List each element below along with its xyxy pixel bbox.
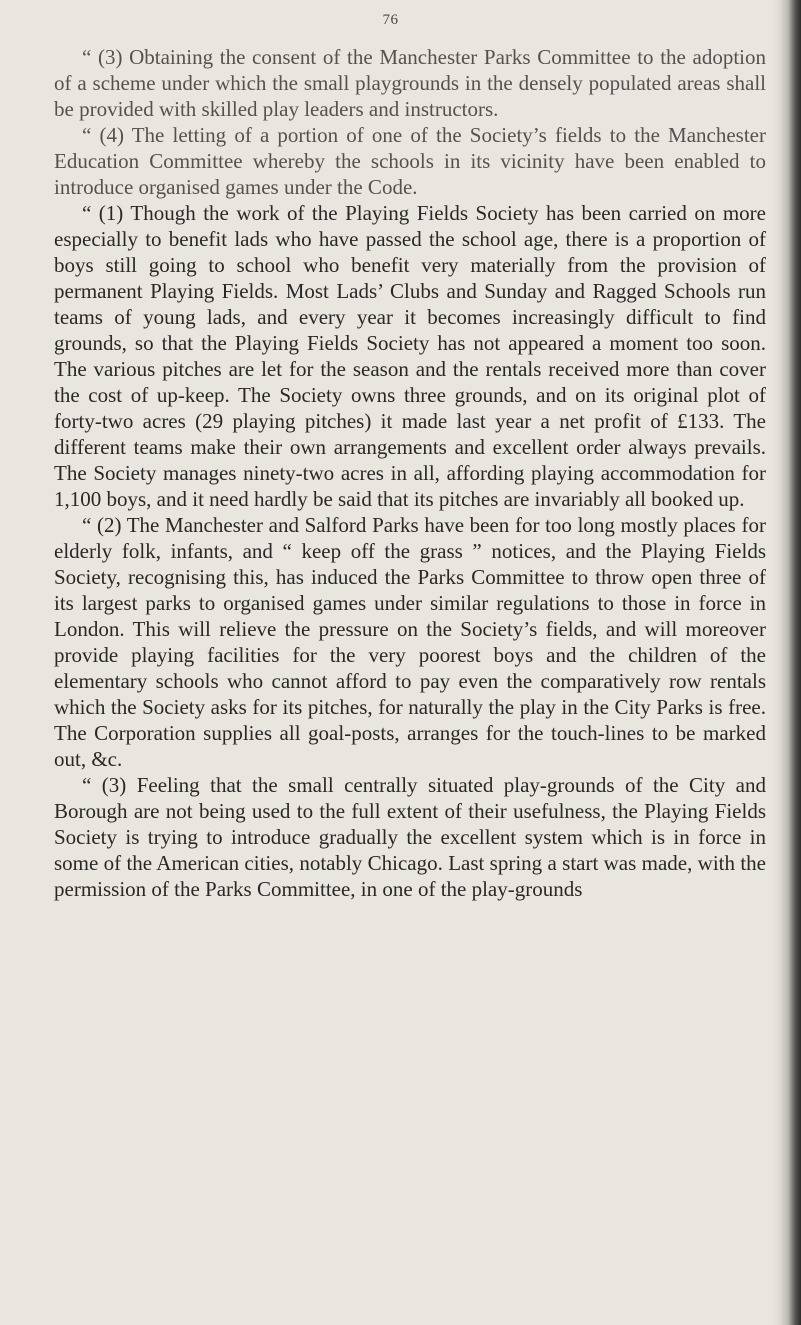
page-number: 76 xyxy=(382,12,399,28)
page-edge xyxy=(781,0,801,1325)
page-shadow xyxy=(771,0,781,1325)
paragraph-obtaining-consent: “ (3) Obtaining the consent of the Manchester Parks Committee to the adoption of a scheme under which the small playgrounds in the densely populated areas shall be provided with skilled play leaders and instructors. xyxy=(54,45,766,121)
paragraph-parks: “ (2) The Manchester and Salford Parks have been for too long mostly places for elderly folk, infants, and “ keep off the grass ” notices, and the Playing Fields Society, recognising this, has induced the Parks Committee to throw open three of its largest parks to organised games under similar regulations to those in force in London. This will relieve the pressure on the Society’s fields, and will moreover provide playing facilities for the very poorest boys and the children of the elementary schools who cannot afford to pay even the comparatively row rentals which the Society asks for its pitches, for naturally the play in the City Parks is free. The Corporation supplies all goal-posts, arranges for the touch-lines to be marked out, &c. xyxy=(54,513,766,771)
body-text xyxy=(54,44,766,902)
paragraph-letting-fields: “ (4) The letting of a portion of one of the Society’s fields to the Manchester Education Committee whereby the schools in its vicinity have been enabled to introduce organised games under the Code. xyxy=(54,123,766,199)
paragraph-playing-fields-society: “ (1) Though the work of the Playing Fields Society has been carried on more especially to benefit lads who have passed the school age, there is a proportion of boys still going to school who benefit very materially from the provision of permanent Playing Fields. Most Lads’ Clubs and Sunday and Ragged Schools run teams of young lads, and every year it becomes increasingly difficult to find grounds, so that the Playing Fields Society has not appeared a moment too soon. The various pitches are let for the season and the rentals received more than cover the cost of up-keep. The Society owns three grounds, and on its original plot of forty-two acres (29 playing pitches) it made last year a net profit of £133. The different teams make their own arrangements and excellent order always prevails. The Society manages ninety-two acres in all, affording playing accommodation for 1,100 boys, and it need hardly be said that its pitches are invariably all booked up. xyxy=(54,201,766,511)
paragraph-play-grounds: “ (3) Feeling that the small centrally situated play-grounds of the City and Borough are not being used to the full extent of their usefulness, the Playing Fields Society is trying to introduce gradually the excellent system which is in force in some of the American cities, notably Chicago. Last spring a start was made, with the permission of the Parks Committee, in one of the play-grounds xyxy=(54,773,766,901)
